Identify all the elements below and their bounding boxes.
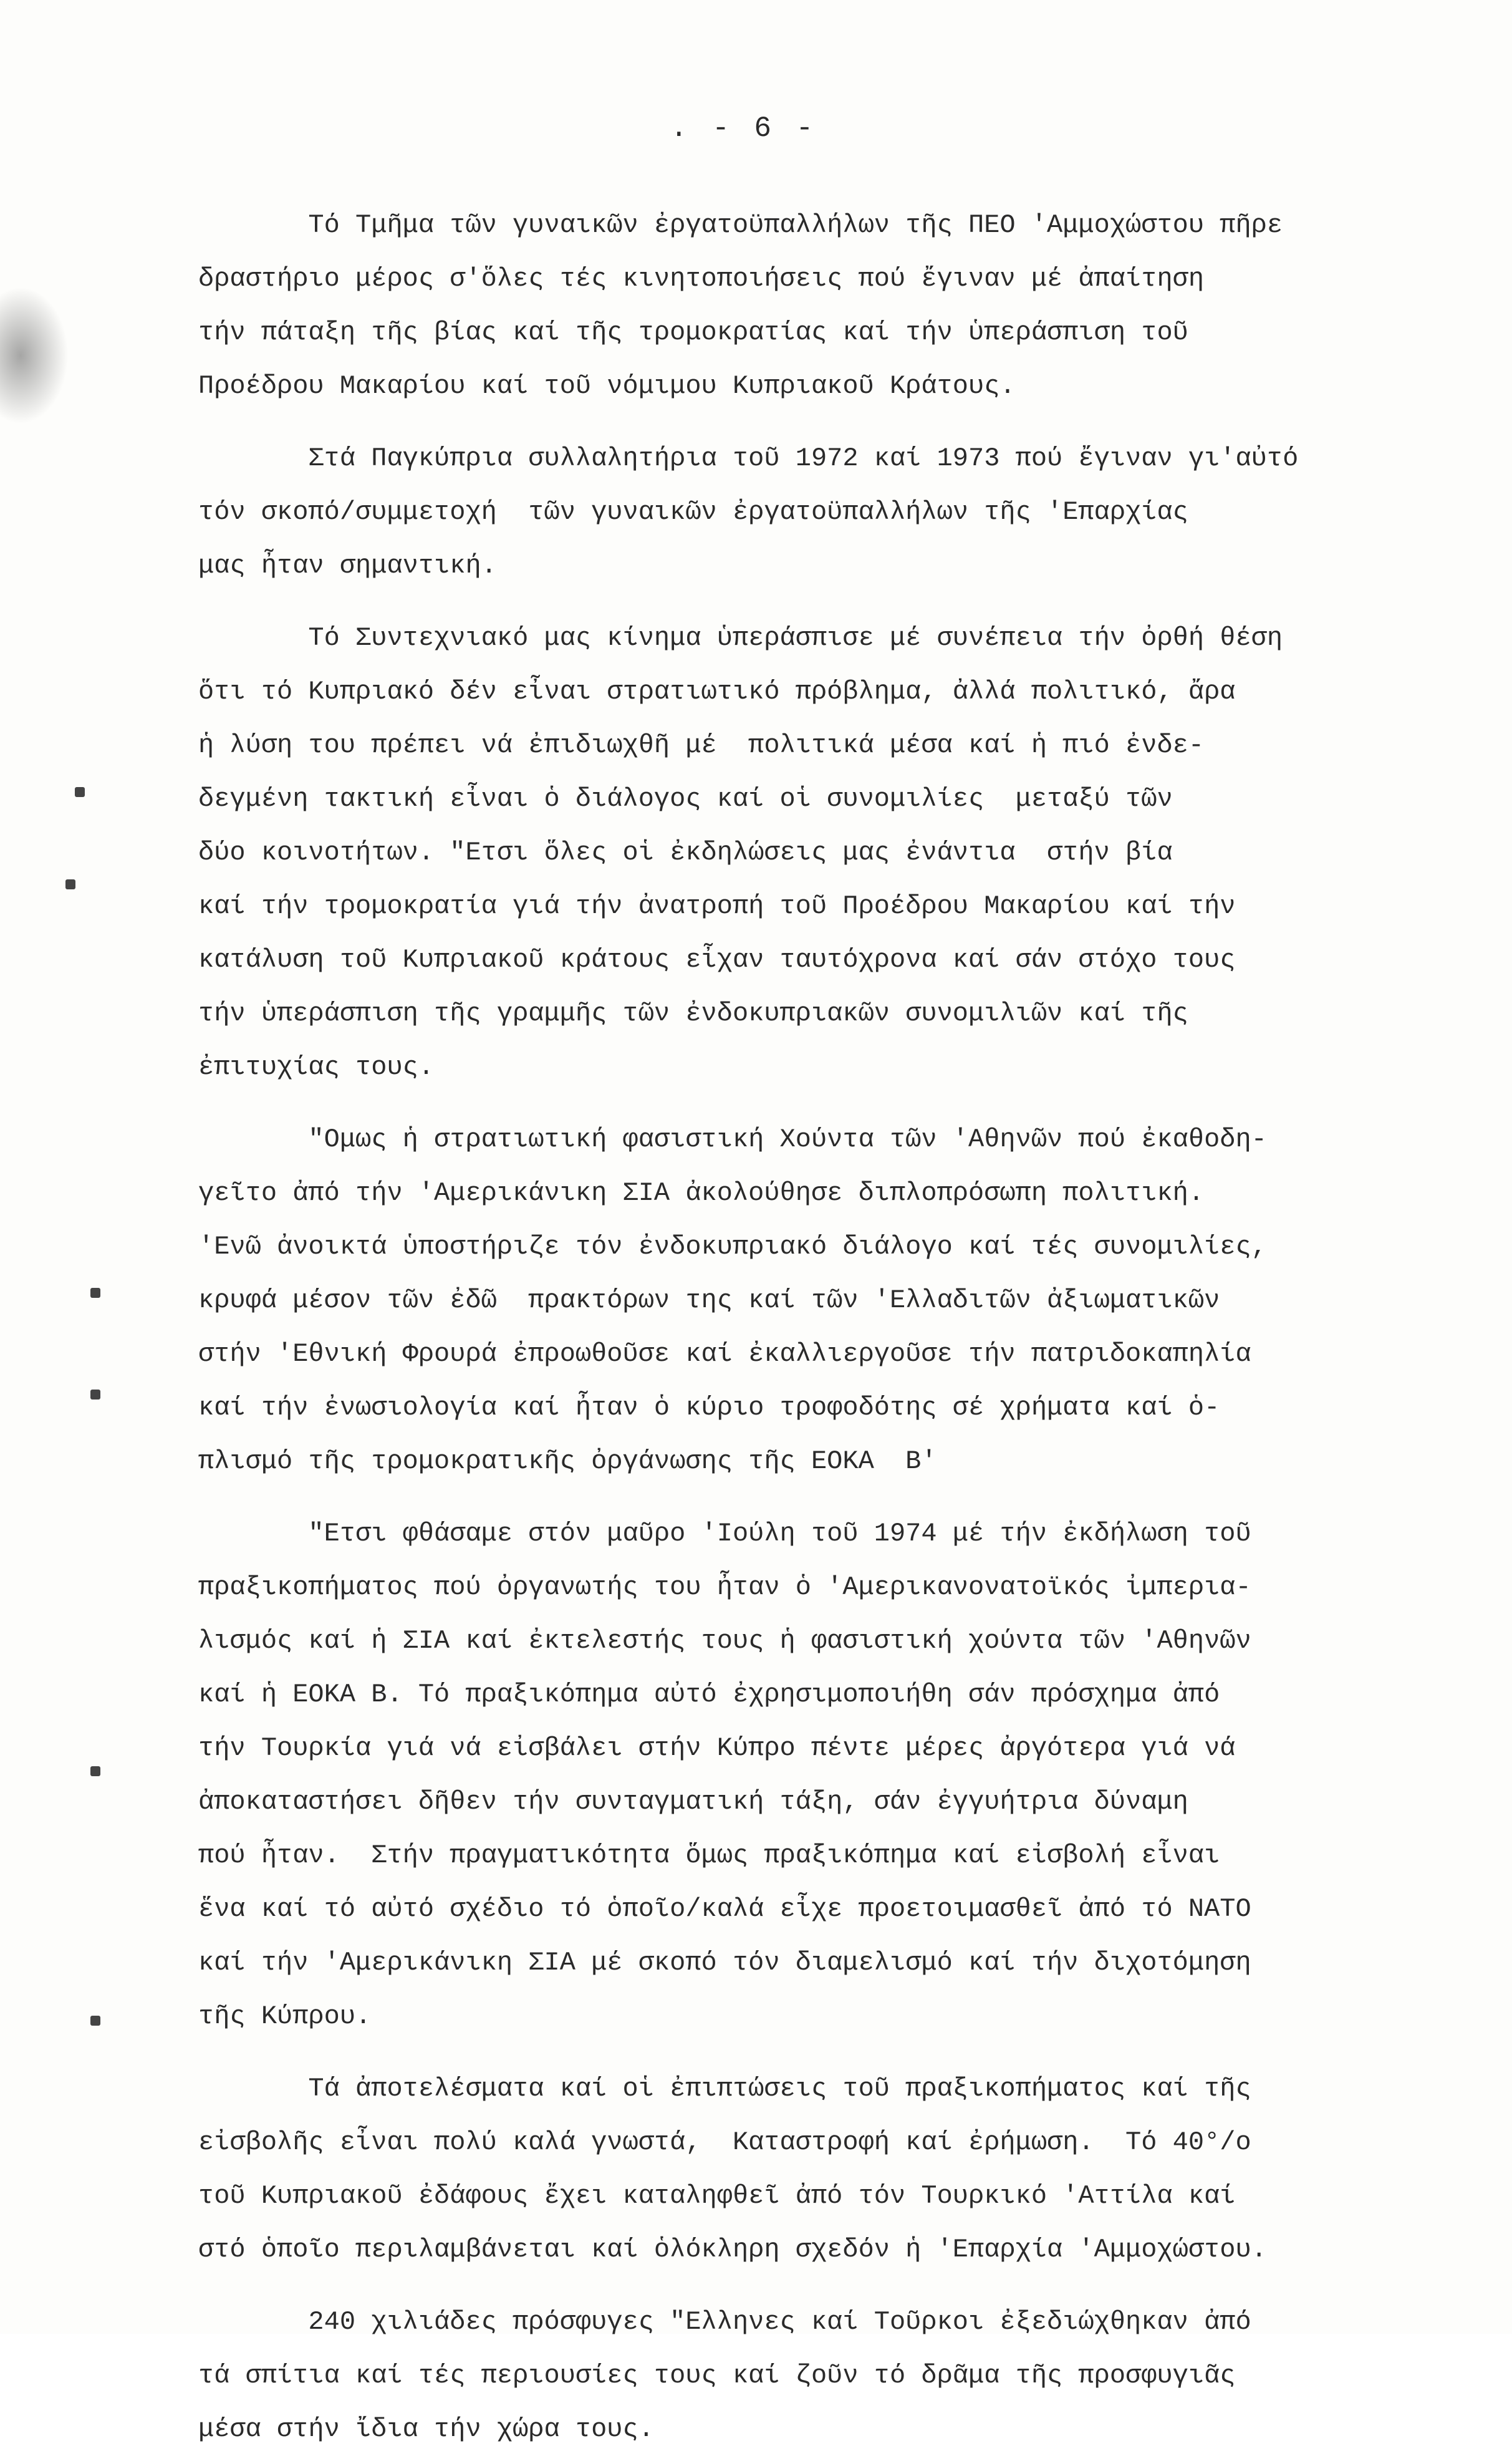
paragraph <box>198 611 1483 1094</box>
text-line: ἀποκαταστήσει δῆθεν τήν συνταγματική τάξη, σάν ἐγγυήτρια δύναμη <box>198 1787 1188 1817</box>
paragraph <box>198 198 1483 413</box>
text-line: τῆς Κύπρου. <box>198 2001 372 2031</box>
text-line: 'Ενῶ ἀνοικτά ὑποστήριζε τόν ἐνδοκυπριακό διάλογο καί τές συνομιλίες, <box>198 1232 1267 1262</box>
text-line: μέσα στήν ἴδια τήν χώρα τους. <box>198 2414 654 2444</box>
text-line: ἐπιτυχίας τους. <box>198 1052 435 1082</box>
scan-smudge <box>0 287 69 424</box>
page-number: . - 6 - <box>670 112 817 145</box>
margin-mark <box>90 1288 100 1298</box>
text-line: δραστήριο μέρος σ'ὅλες τές κινητοποιήσεις πού ἔγιναν μέ ἀπαίτηση <box>198 264 1205 294</box>
text-line: "Ετσι φθάσαμε στόν μαῦρο 'Ιούλη τοῦ 1974 μέ τήν ἐκδήλωση τοῦ <box>198 1519 1251 1549</box>
paragraph <box>198 1507 1483 2043</box>
text-line: Στά Παγκύπρια συλλαλητήρια τοῦ 1972 καί 1973 πού ἔγιναν γι'αὐτό <box>198 443 1299 473</box>
margin-mark <box>90 2016 100 2026</box>
text-line: κατάλυση τοῦ Κυπριακοῦ κράτους εἶχαν ταυτόχρονα καί σάν στόχο τους <box>198 945 1236 975</box>
margin-mark <box>90 1390 100 1400</box>
text-line: πού ἦταν. Στήν πραγματικότητα ὅμως πραξικόπημα καί εἰσβολή εἶναι <box>198 1840 1220 1870</box>
text-line: καί ἡ ΕΟΚΑ Β. Τό πραξικόπημα αὐτό ἐχρησιμοποιήθη σάν πρόσχημα ἀπό <box>198 1680 1220 1709</box>
text-line: τά σπίτια καί τές περιουσίες τους καί ζοῦν τό δρᾶμα τῆς προσφυγιᾶς <box>198 2361 1236 2391</box>
text-line: ἕνα καί τό αὐτό σχέδιο τό ὁποῖο/καλά εἶχε προετοιμασθεῖ ἀπό τό ΝΑΤΟ <box>198 1894 1251 1924</box>
text-line: κρυφά μέσον τῶν ἐδῶ πρακτόρων της καί τῶν 'Ελλαδιτῶν ἀξιωματικῶν <box>198 1285 1220 1315</box>
text-line: στό ὁποῖο περιλαμβάνεται καί ὁλόκληρη σχεδόν ἡ 'Επαρχία 'Αμμοχώστου. <box>198 2235 1267 2265</box>
body-text <box>198 198 1483 2456</box>
text-line: τήν Τουρκία γιά νά εἰσβάλει στήν Κύπρο πέντε μέρες ἀργότερα γιά νά <box>198 1733 1236 1763</box>
text-line: μας ἦταν σημαντική. <box>198 551 497 581</box>
paragraph <box>198 1113 1483 1488</box>
paragraph <box>198 2062 1483 2276</box>
text-line: δύο κοινοτήτων. "Ετσι ὅλες οἱ ἐκδηλώσεις μας ἐνάντια στήν βία <box>198 838 1173 868</box>
text-line: πραξικοπήματος πού ὀργανωτής του ἦταν ὁ 'Αμερικανονατοϊκός ἰμπερια- <box>198 1572 1251 1602</box>
text-line: Τό Συντεχνιακό μας κίνημα ὑπεράσπισε μέ συνέπεια τήν ὀρθή θέση <box>198 623 1283 653</box>
margin-mark <box>75 787 85 797</box>
text-line: εἰσβολῆς εἶναι πολύ καλά γνωστά, Καταστροφή καί ἐρήμωση. Τό 40°/ο <box>198 2127 1251 2157</box>
paragraph <box>198 432 1483 592</box>
text-line: Προέδρου Μακαρίου καί τοῦ νόμιμου Κυπριακοῦ Κράτους. <box>198 371 1016 401</box>
text-line: λισμός καί ἡ ΣΙΑ καί ἐκτελεστής τους ἡ φασιστική χούντα τῶν 'Αθηνῶν <box>198 1626 1251 1656</box>
text-line: καί τήν 'Αμερικάνικη ΣΙΑ μέ σκοπό τόν διαμελισμό καί τήν διχοτόμηση <box>198 1948 1251 1978</box>
paragraph <box>198 2295 1483 2456</box>
text-line: γεῖτο ἀπό τήν 'Αμερικάνικη ΣΙΑ ἀκολούθησε διπλοπρόσωπη πολιτική. <box>198 1178 1205 1208</box>
margin-mark <box>65 879 75 889</box>
text-line: δεγμένη τακτική εἶναι ὁ διάλογος καί οἱ συνομιλίες μεταξύ τῶν <box>198 784 1173 814</box>
text-line: στήν 'Εθνική Φρουρά ἐπροωθοῦσε καί ἐκαλλιεργοῦσε τήν πατριδοκαπηλία <box>198 1339 1251 1369</box>
text-line: ἡ λύση του πρέπει νά ἐπιδιωχθῆ μέ πολιτικά μέσα καί ἡ πιό ἐνδε- <box>198 730 1205 760</box>
text-line: "Ομως ἡ στρατιωτική φασιστική Χούντα τῶν 'Αθηνῶν πού ἐκαθοδη- <box>198 1124 1267 1154</box>
text-line: 240 χιλιάδες πρόσφυγες "Ελληνες καί Τοῦρκοι ἐξεδιώχθηκαν ἀπό <box>198 2307 1251 2337</box>
text-line: τόν σκοπό/συμμετοχή τῶν γυναικῶν ἐργατοϋπαλλήλων τῆς 'Επαρχίας <box>198 497 1188 527</box>
text-line: καί τήν ἐνωσιολογία καί ἦταν ὁ κύριο τροφοδότης σέ χρήματα καί ὁ- <box>198 1393 1220 1423</box>
text-line: πλισμό τῆς τρομοκρατικῆς ὀργάνωσης τῆς ΕΟΚΑ Β' <box>198 1446 937 1476</box>
text-line: τοῦ Κυπριακοῦ ἐδάφους ἔχει καταληφθεῖ ἀπό τόν Τουρκικό 'Αττίλα καί <box>198 2181 1236 2211</box>
text-line: Τά ἀποτελέσματα καί οἱ ἐπιπτώσεις τοῦ πραξικοπήματος καί τῆς <box>198 2074 1251 2104</box>
text-line: ὅτι τό Κυπριακό δέν εἶναι στρατιωτικό πρόβλημα, ἀλλά πολιτικό, ἄρα <box>198 677 1236 707</box>
text-line: τήν ὑπεράσπιση τῆς γραμμῆς τῶν ἐνδοκυπριακῶν συνομιλιῶν καί τῆς <box>198 998 1188 1028</box>
margin-mark <box>90 1766 100 1776</box>
text-line: καί τήν τρομοκρατία γιά τήν ἀνατροπή τοῦ Προέδρου Μακαρίου καί τήν <box>198 891 1236 921</box>
text-line: Τό Τμῆμα τῶν γυναικῶν ἐργατοϋπαλλήλων τῆς ΠΕΟ 'Αμμοχώστου πῆρε <box>198 210 1283 240</box>
text-line: τήν πάταξη τῆς βίας καί τῆς τρομοκρατίας καί τήν ὑπεράσπιση τοῦ <box>198 317 1188 347</box>
